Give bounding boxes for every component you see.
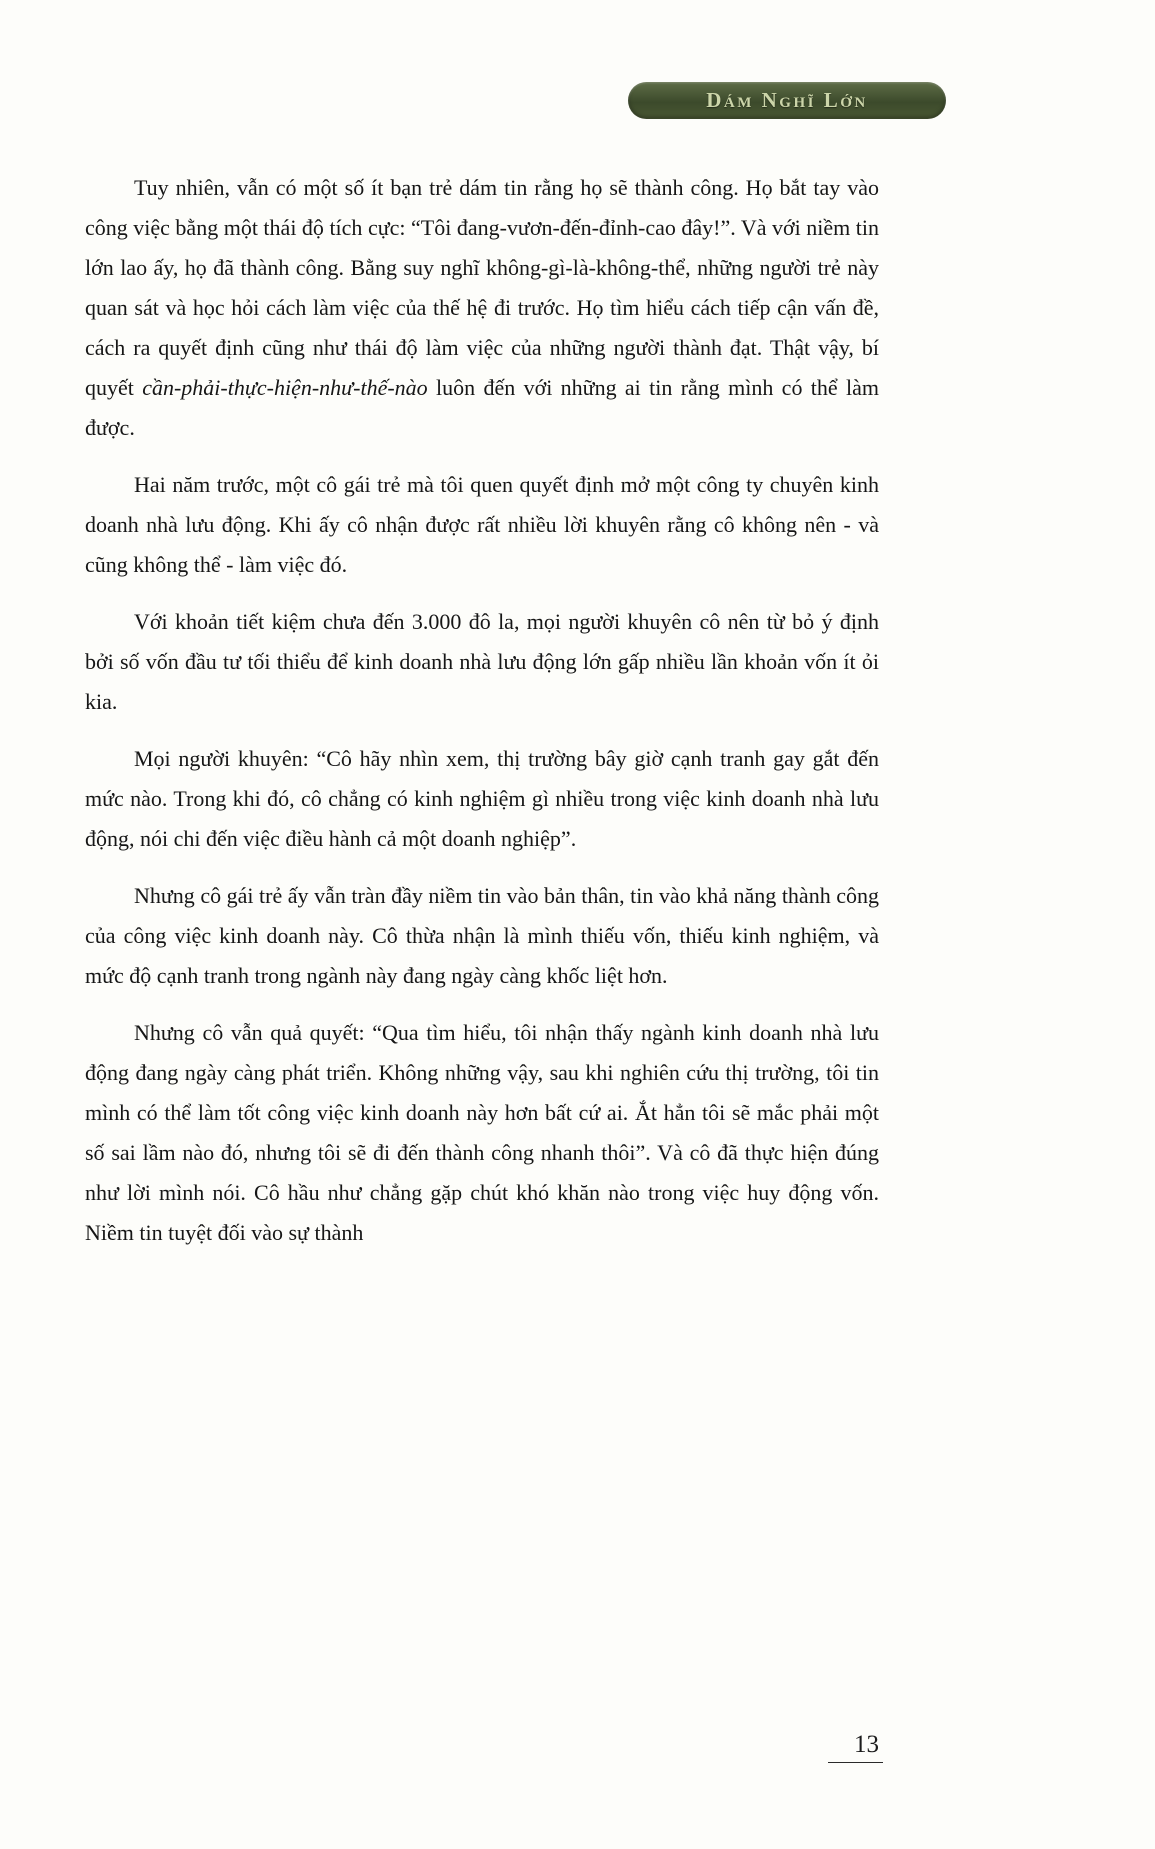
page-number: 13 — [828, 1731, 883, 1763]
paragraph — [85, 465, 879, 585]
text-run: Tuy nhiên, vẫn có một số ít bạn trẻ dám tin rằng họ sẽ thành công. Họ bắt tay vào công việc bằng một thái độ tích cực: “Tôi đang-vươn-đến-đỉnh-cao đây!”. Và với niềm tin lớn lao ấy, họ đã thành công. Bằng suy nghĩ không-gì-là-không-thể, những người trẻ này quan sát và học hỏi cách làm việc của thế hệ đi trước. Họ tìm hiểu cách tiếp cận vấn đề, cách ra quyết định cũng như thái độ làm việc của những người thành đạt. Thật vậy, bí quyết — [85, 175, 879, 400]
paragraph — [85, 602, 879, 722]
text-run: Nhưng cô vẫn quả quyết: “Qua tìm hiểu, tôi nhận thấy ngành kinh doanh nhà lưu động đang ngày càng phát triển. Không những vậy, sau khi nghiên cứu thị trường, tôi tin mình có thể làm tốt công việc kinh doanh này hơn bất cứ ai. Ắt hẳn tôi sẽ mắc phải một số sai lầm nào đó, nhưng tôi sẽ đi đến thành công nhanh thôi”. Và cô đã thực hiện đúng như lời mình nói. Cô hầu như chẳng gặp chút khó khăn nào trong việc huy động vốn. Niềm tin tuyệt đối vào sự thành — [85, 1020, 879, 1245]
chapter-badge-label: Dám Nghĩ Lớn — [706, 88, 868, 112]
text-run: Với khoản tiết kiệm chưa đến 3.000 đô la, mọi người khuyên cô nên từ bỏ ý định bởi số vốn đầu tư tối thiểu để kinh doanh nhà lưu động lớn gấp nhiều lần khoản vốn ít ỏi kia. — [85, 609, 879, 714]
paragraph — [85, 168, 879, 448]
text-run: luôn đến với những ai tin rằng mình có thể làm được. — [85, 375, 879, 440]
chapter-badge — [628, 82, 946, 119]
text-run: Hai năm trước, một cô gái trẻ mà tôi quen quyết định mở một công ty chuyên kinh doanh nhà lưu động. Khi ấy cô nhận được rất nhiều lời khuyên rằng cô không nên - và cũng không thể - làm việc đó. — [85, 472, 879, 577]
paragraph — [85, 1013, 879, 1253]
text-run: Mọi người khuyên: “Cô hãy nhìn xem, thị trường bây giờ cạnh tranh gay gắt đến mức nào. Trong khi đó, cô chẳng có kinh nghiệm gì nhiều trong việc kinh doanh nhà lưu động, nói chi đến việc điều hành cả một doanh nghiệp”. — [85, 746, 879, 851]
text-run: Nhưng cô gái trẻ ấy vẫn tràn đầy niềm tin vào bản thân, tin vào khả năng thành công của công việc kinh doanh này. Cô thừa nhận là mình thiếu vốn, thiếu kinh nghiệm, và mức độ cạnh tranh trong ngành này đang ngày càng khốc liệt hơn. — [85, 883, 879, 988]
page-footer — [828, 1731, 883, 1763]
page-body — [85, 168, 879, 1270]
paragraph — [85, 876, 879, 996]
paragraph — [85, 739, 879, 859]
text-run: cần-phải-thực-hiện-như-thế-nào — [142, 375, 428, 400]
page-header — [0, 82, 1155, 122]
